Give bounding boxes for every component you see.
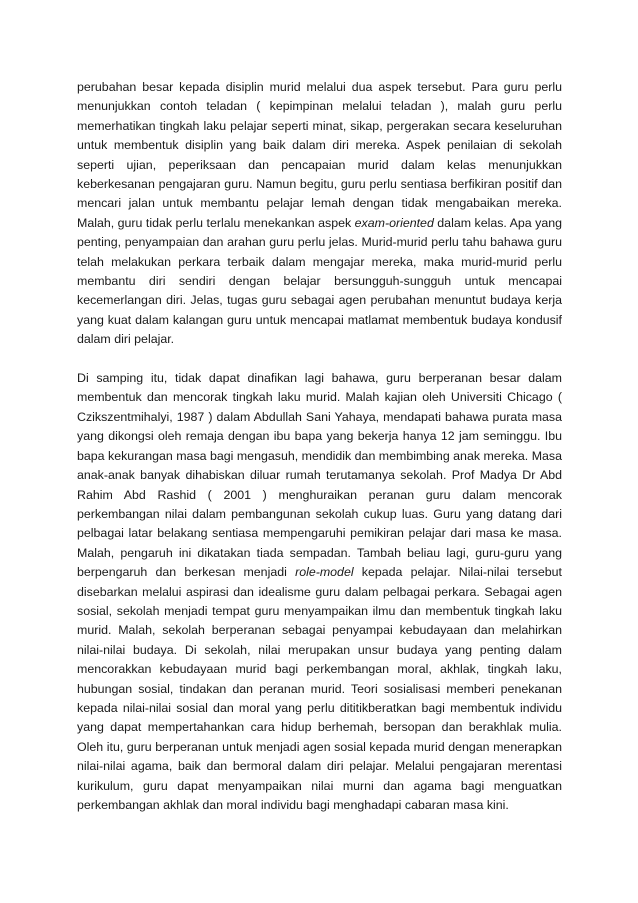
paragraph-1 bbox=[77, 78, 562, 350]
paragraph-2-italic-term: role-model bbox=[295, 565, 354, 580]
paragraph-1-text-2: dalam kelas. Apa yang penting, penyampaian dan arahan guru perlu jelas. Murid-murid perlu tahu bahawa guru telah melakukan perkara terbaik dalam mengajar mereka, maka murid-murid perlu membantu diri sendiri dengan belajar bersungguh-sungguh untuk mencapai kecemerlangan diri. Jelas, tugas guru sebagai agen perubahan menuntut budaya kerja yang kuat dalam kalangan guru untuk mencapai matlamat membentuk budaya kondusif dalam diri pelajar. bbox=[77, 215, 562, 347]
paragraph-2-text-1: Di samping itu, tidak dapat dinafikan lagi bahawa, guru berperanan besar dalam membentuk dan mencorak tingkah laku murid. Malah kajian oleh Universiti Chicago ( Czikszentmihalyi, 1987 ) dalam Abdullah Sani Yahaya, mendapati bahawa purata masa yang dikongsi oleh remaja dengan ibu bapa yang bekerja hanya 12 jam seminggu. Ibu bapa kekurangan masa bagi mengasuh, mendidik dan membimbing anak mereka. Masa anak-anak banyak dihabiskan diluar rumah terutamanya sekolah. Prof Madya Dr Abd Rahim Abd Rashid ( 2001 ) menghuraikan peranan guru dalam mencorak perkembangan nilai dalam pembangunan sekolah cukup luas. Guru yang datang dari pelbagai latar belakang sentiasa mempengaruhi pemikiran pelajar dari masa ke masa. Malah, pengaruh ini dikatakan tiada sempadan. Tambah beliau lagi, guru-guru yang berpengaruh dan berkesan menjadi bbox=[77, 371, 562, 580]
paragraph-1-text-1: perubahan besar kepada disiplin murid melalui dua aspek tersebut. Para guru perlu menunjukkan contoh teladan ( kepimpinan melalui teladan ), malah guru perlu memerhatikan tingkah laku pelajar seperti minat, sikap, pergerakan secara keseluruhan untuk membentuk disiplin yang baik dalam diri mereka. Aspek penilaian di sekolah seperti ujian, peperiksaan dan pencapaian murid dalam kelas menunjukkan keberkesanan pengajaran guru. Namun begitu, guru perlu sentiasa berfikiran positif dan mencari jalan untuk membantu pelajar lemah dengan tidak mengabaikan mereka. Malah, guru tidak perlu terlalu menekankan aspek bbox=[77, 80, 562, 230]
paragraph-2 bbox=[77, 369, 562, 815]
paragraph-2-text-2: kepada pelajar. Nilai-nilai tersebut disebarkan melalui aspirasi dan idealisme guru dalam pelbagai perkara. Sebagai agen sosial, sekolah menjadi tempat guru menyampaikan ilmu dan membentuk tingkah laku murid. Malah, sekolah berperanan sebagai penyampai kebudayaan dan melahirkan nilai-nilai budaya. Di sekolah, nilai merupakan unsur budaya yang penting dalam mencorakkan kebudayaan murid bagi perkembangan moral, akhlak, tingkah laku, hubungan sosial, tindakan dan peranan murid. Teori sosialisasi memberi penekanan kepada nilai-nilai sosial dan moral yang perlu dititikberatkan bagi membentuk individu yang dapat mempertahankan cara hidup berhemah, bersopan dan berakhlak mulia. Oleh itu, guru berperanan untuk menjadi agen sosial kepada murid dengan menerapkan nilai-nilai agama, baik dan bermoral dalam diri pelajar. Melalui pengajaran merentasi kurikulum, guru dapat menyampaikan nilai murni dan agama bagi menguatkan perkembangan akhlak dan moral individu bagi menghadapi cabaran masa kini. bbox=[77, 565, 562, 813]
paragraph-1-italic-term: exam-oriented bbox=[354, 215, 434, 230]
document-body bbox=[77, 78, 562, 815]
